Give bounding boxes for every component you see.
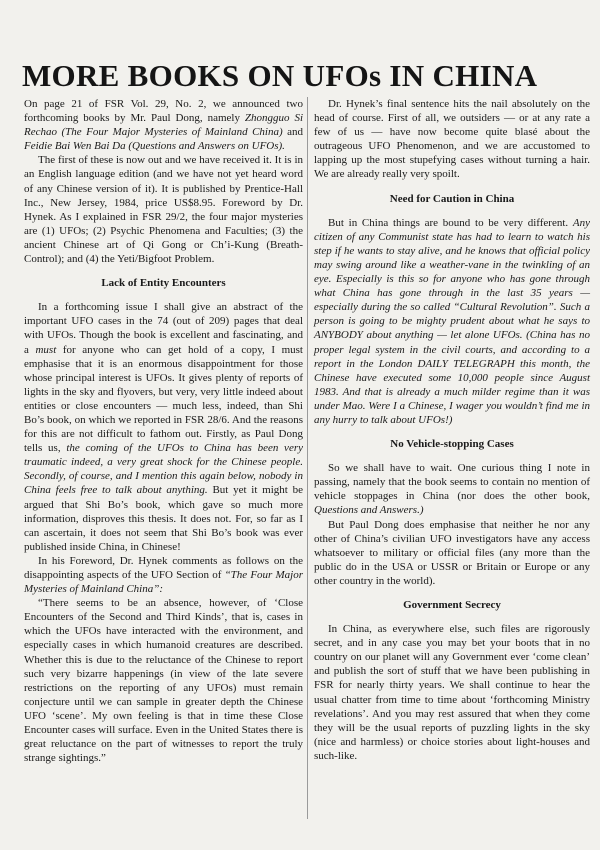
text: for anyone who can get hold of a copy, I must emphasise that it is an enormous disappointment for those whose principal interest is UFOs. It gives plenty of reports of lights in the sky and flyovers, but very, very little indeed about entities or close encounters — much less, indeed, than Shi Bo’s book, on which we reported in FSR 28/6. And the reasons for this are not difficult to fathom out. Firstly, as Paul Dong tells us, <box>24 343 303 455</box>
subheading-secrecy: Government Secrecy <box>403 599 501 611</box>
quote-italic: the coming of the UFOs to China has been very traumatic indeed, a very great shock for the Chinese people. Secondly, of course, and I mention this again below, nobody in China feels free to talk about anything. <box>24 442 303 497</box>
book-title-3: Questions and Answers.) <box>314 504 424 517</box>
paragraph-investigators: But Paul Dong does emphasise that neither he nor any other of China’s civilian UFO investigators have any access whatsoever to military or official files (any more than the public do in the USA or USSR or Britain or Europe or any other country in the world). <box>314 518 590 587</box>
subheading-caution: Need for Caution in China <box>389 192 515 205</box>
italic-passage: Any citizen of any Communist state has had to learn to watch his step if he wants to stay alive, and he knows that official policy may swing around like a weather-vane in the twinkling of an eye. Especially is this so for anyone who has gone through what China has gone through in the last 35 years — especially during the so called “Cultural Revolution”. Such a person is going to be mighty prudent about what he says to ANYBODY about anything — let alone UFOs. (China has no proper legal system in the civil courts, and according to a report in the London DAILY TELEGRAPH this month, the Chinese have executed some 10,000 people since August 1983. And that is already a much milder regime than it was under Mao. Were I a Chinese, I wager you wouldn’t find me in any hurry to talk about UFOs!) <box>314 216 590 426</box>
book-title-quote: “The Four Major Mysteries of Mainland China”: <box>24 569 304 596</box>
paragraph-entity <box>24 300 303 554</box>
paragraph-caution <box>314 216 590 427</box>
right-column <box>314 97 590 763</box>
paragraph-first-book: The first of these is now out and we have received it. It is in an English language edition (and we have not yet heard word of any Chinese version of it). It is published by Prentice-Hall Inc., New Jersey, 1984, price US$8.95. Foreword by Dr. Hynek. As I explained in FSR 29/2, the four major mysteries are (1) UFOs; (2) Psychic Phenomena and Faculties; (3) the ancient Chinese art of Qi Gong or Ch’i-Kung (Breath-Control); and (4) the Yeti/Bigfoot Problem. <box>24 154 303 266</box>
text: In his Foreword, Dr. Hynek comments as follows on the disappointing aspects of the UFO Section of <box>24 554 303 581</box>
paragraph-secrecy: In China, as everywhere else, such files are rigorously secret, and in any case you may bet your boots that in no country on our planet will any Government ever ‘come clean’ and publish the sort of stuff that we have been publishing in FSR for nearly thirty years. We shall continue to hear the usual chatter from time to time about ‘forthcoming Ministry revelations’. And you may rest assured that when they come they will be the usual reports of puzzling lights in the sky (nice and harmless) or choice stories about light-houses and such-like. <box>314 623 590 762</box>
text: On page 21 of FSR Vol. 29, No. 2, we announced two forthcoming books by Mr. Paul Dong, namely <box>24 98 303 125</box>
text: In a forthcoming issue I shall give an abstract of the important UFO cases in the 74 (out of 209) pages that deal with UFOs. Though the book is excellent and fascinating, and a <box>24 301 303 356</box>
text: But yet it might be argued that Shi Bo’s book, which gave so much more information, disproves this thesis. It does not. For, so far as I can ascertain, it does not seem that Shi Bo’s book was ever published inside China, in Chinese! <box>24 484 303 553</box>
book-title-2: Feidie Bai Wen Bai Da (Questions and Answers on UFOs). <box>24 140 285 153</box>
text: and <box>282 126 303 139</box>
article-title: MORE BOOKS ON UFOs IN CHINA <box>22 58 538 93</box>
paragraph-foreword <box>24 554 303 596</box>
text: But in China things are bound to be very different. <box>328 216 573 229</box>
paragraph-hynek-quote: “There seems to be an absence, however, of ‘Close Encounters of the Second and Third Kinds’, that is, cases in which the UFOs have interacted with the environment, and especially cases in which humanoid creatures are described. Whether this is due to the reluctance of the Chinese to report such very bizarre happenings (in view of the late severe restrictions on the reporting of any UFOs) must remain conjecture until we can sample in greater depth the Chinese UFO ‘scene’. My own feeling is that in time these Close Encounter cases will surface. Even in the United States there is great reluctance on the part of witnesses to report the truly strange sightings.” <box>24 597 303 765</box>
emphasis: must <box>35 343 57 356</box>
text: So we shall have to wait. One curious thing I note in passing, namely that the book seems to contain no mention of vehicle stoppages in China (nor does the other book, <box>314 462 590 503</box>
left-column <box>24 97 303 765</box>
subheading-vehicle: No Vehicle-stopping Cases <box>390 438 514 451</box>
paragraph-hynek-comment: Dr. Hynek’s final sentence hits the nail absolutely on the head of course. First of all, we outsiders — or at any rate a few of us — have now become quite blasé about the outrageous UFO Phenomenon, and we are accustomed to lapping up the most stupefying cases without turning a hair. We are already really very spoilt. <box>314 98 590 181</box>
book-title-1: Zhongguo Si Rechao (The Four Major Mysteries of Mainland China) <box>24 112 303 139</box>
subheading-lack-of-entity: Lack of Entity Encounters <box>101 277 226 290</box>
paragraph-vehicle <box>314 461 590 517</box>
column-divider <box>307 97 308 819</box>
paragraph-intro <box>24 97 303 153</box>
